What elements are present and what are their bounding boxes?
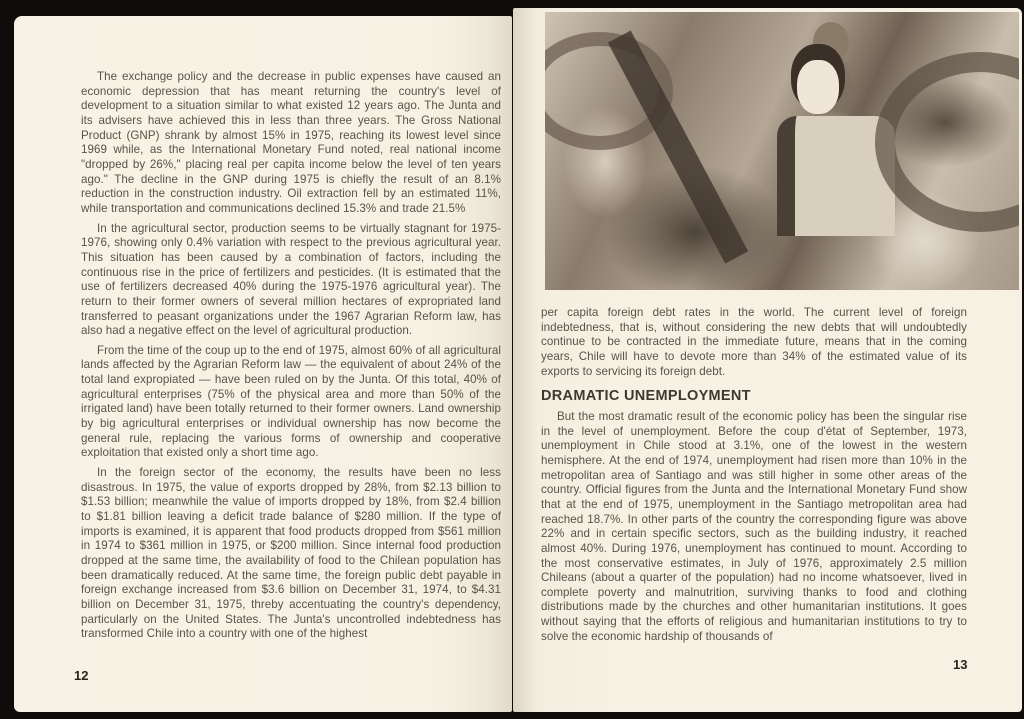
left-page xyxy=(14,16,512,712)
paragraph-unemployment: But the most dramatic result of the economic policy has been the singular rise in the level of unemployment. Before the coup d'état of September, 1973, unemployment in Chile stood at 3.1%, one of the lowest in the western hemisphere. At the end of 1974, unemployment had risen more than 10% in the metropolitan area of Santiago and was still higher in some other areas of the country. Official figures from the Junta and the International Monetary Fund show that at the end of 1975, unemployment in the Santiago metropolitan area had reached 18.7%. In other parts of the country the corresponding figure was above 22% and in certain specific sectors, such as the building industry, it reached almost 40%. During 1976, unemployment has continued to mount. According to the most conservative estimates, in July of 1976, approximately 2.5 million Chileans (about a quarter of the population) had no income whatsoever, lived in complete poverty and malnutrition, surviving thanks to food and clothing distributions made by the churches and other humanitarian institutions. It goes without saying that the efforts of religious and humanitarian institutions to try to solve the economic hardship of thousands of xyxy=(541,409,967,643)
paragraph-exchange-policy: The exchange policy and the decrease in public expenses have caused an economic depression that has meant returning the country's level of development to a situation similar to what existed 12 years ago. The Junta and its advisers have achieved this in less than three years. The Gross National Product (GNP) shrank by almost 15% in 1975, reaching its lowest level since 1969 while, as the International Monetary Fund noted, real national income "dropped by 26%," placing real per capita income below the level of ten years ago." The decline in the GNP during 1975 is chiefly the result of an 8.1% reduction in the construction industry. Oil extraction fell by an estimated 11%, while transportation and communications declined 15.3% and trade 21.5% xyxy=(81,70,501,215)
page-number-left: 12 xyxy=(74,668,89,683)
photo-soldiers-with-detainee xyxy=(545,12,1019,290)
photo-background-man xyxy=(813,22,849,62)
right-page-body xyxy=(541,306,967,649)
paragraph-agrarian-reform: From the time of the coup up to the end of 1975, almost 60% of all agricultural lands affected by the Agrarian Reform law — the equivalent of about 24% of the total land expropiated — have been ruled on by the Junta. Of this total, 40% of agricultural enterprises (75% of the physical area and more than 50% of the irrigated land) have been totally returned to their former owners. Land ownership by big agricultural enterprises or individual ownership has now become the general rule, replacing the various forms of ownership and cooperative exploitation that existed only a short time ago. xyxy=(81,343,501,460)
photo-detainee-head xyxy=(797,60,839,114)
paragraph-foreign-debt: per capita foreign debt rates in the world. The current level of foreign indebtedness, that is, without considering the new debts that will undoubtedly continue to be contracted in the immediate future, means that in the coming years, Chile will have to devote more than 34% of the estimated value of its exports to servicing its foreign debt. xyxy=(541,306,967,378)
paragraph-agricultural-sector: In the agricultural sector, production seems to be virtually stagnant for 1975-1976, showing only 0.4% variation with respect to the previous agricultural year. This situation has been caused by a combination of factors, including the continuous rise in the price of fertilizers and pesticides. (It is estimated that the use of fertilizers decreased 40% during the 1975-1976 agricultural year). The return to their former owners of several million hectares of expropriated land transferred to peasant organizations under the 1967 Agrarian Reform law, has also had a negative effect on the level of agricultural production. xyxy=(81,221,501,338)
page-number-right: 13 xyxy=(953,657,968,672)
photo-rifle xyxy=(608,31,748,264)
right-page xyxy=(513,8,1022,712)
left-page-body xyxy=(81,70,501,647)
photo-helmet-right xyxy=(875,52,1019,232)
paragraph-foreign-sector: In the foreign sector of the economy, the results have been no less disastrous. In 1975, the value of exports dropped by 28%, from $2.13 billion to $1.53 billion; meanwhile the value of imports dropped by 18%, from $2.4 billion to $1.81 billion leaving a deficit trade balance of $280 million. If the type of imports is examined, it is apparent that food products dropped from $561 million in 1974 to $361 million in 1975, or $200 million. Since internal food production dropped at the same time, the availability of food to the Chilean population has been dramatically reduced. At the same time, the foreign public debt payable in foreign exchange increased from $3.6 billion on December 31, 1974, to $4.31 billion on December 31, 1975, threby accentuating the country's dependency, particularly on the United States. The Junta's uncontrolled indebtedness has transformed Chile into a country with one of the highest xyxy=(81,466,501,641)
section-heading: DRAMATIC UNEMPLOYMENT xyxy=(541,388,751,405)
